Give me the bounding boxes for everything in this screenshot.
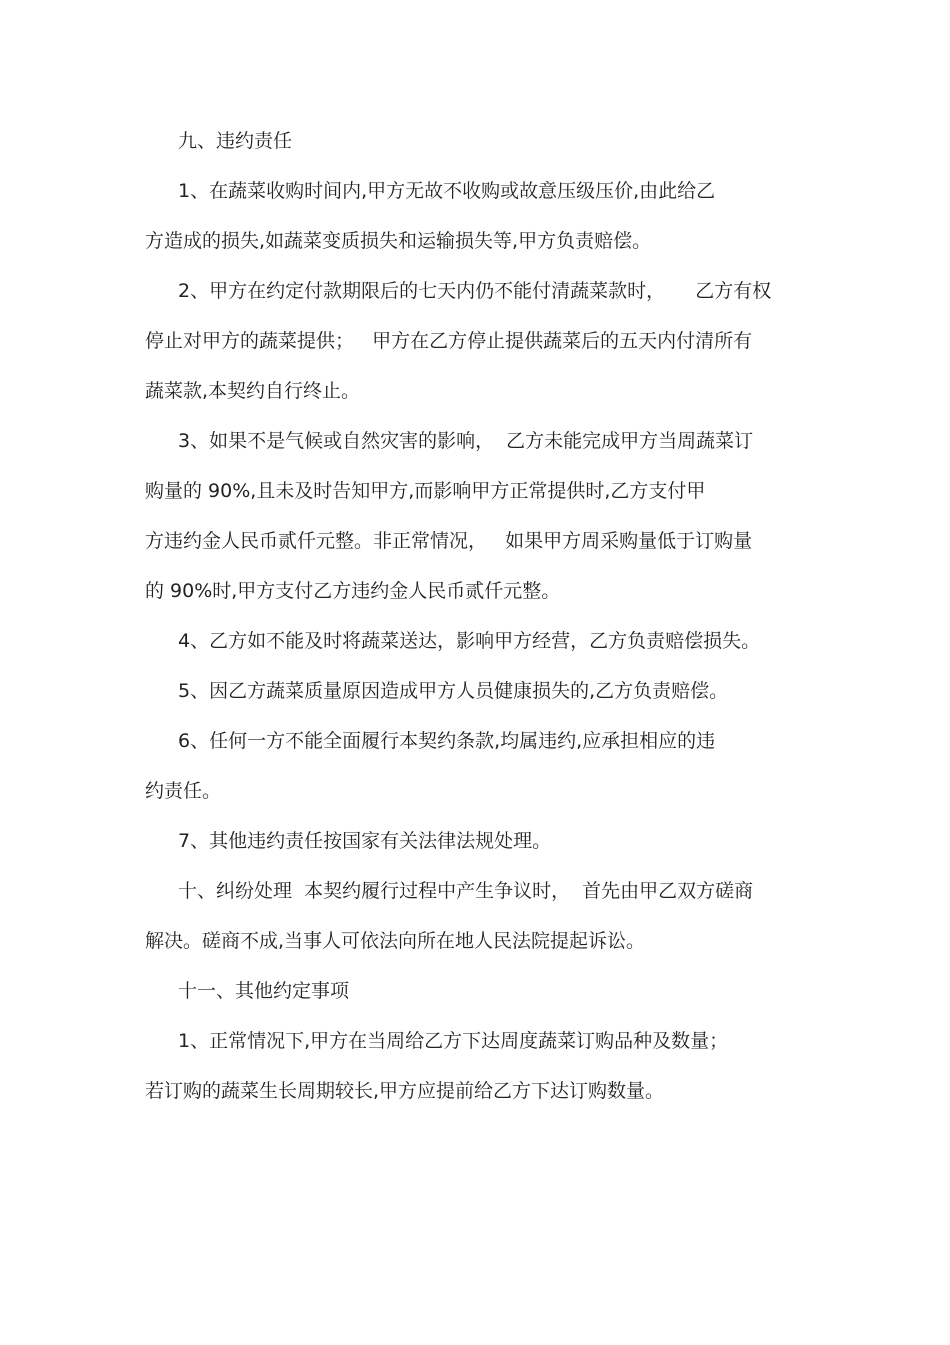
paragraph-line: 解决。磋商不成,当事人可依法向所在地人民法院提起诉讼。	[145, 930, 646, 952]
paragraph-line: 1、正常情况下,甲方在当周给乙方下达周度蔬菜订购品种及数量；	[178, 1030, 729, 1052]
paragraph-line: 1、在蔬菜收购时间内,甲方无故不收购或故意压级压价,由此给乙	[178, 180, 716, 202]
section-heading-other-matters: 十一、其他约定事项	[178, 980, 350, 1002]
paragraph-line: 若订购的蔬菜生长周期较长,甲方应提前给乙方下达订购数量。	[145, 1080, 665, 1102]
paragraph-line: 的 90%时,甲方支付乙方违约金人民币贰仟元整。	[145, 580, 561, 602]
paragraph-line: 7、其他违约责任按国家有关法律法规处理。	[178, 830, 552, 852]
paragraph-line: 约责任。	[145, 780, 222, 802]
paragraph-line: 方违约金人民币贰仟元整。非正常情况， 如果甲方周采购量低于订购量	[145, 530, 753, 552]
section-heading-dispute-resolution: 十、纠纷处理 本契约履行过程中产生争议时， 首先由甲乙双方磋商	[178, 880, 754, 902]
paragraph-line: 4、乙方如不能及时将蔬菜送达，影响甲方经营，乙方负责赔偿损失。	[178, 630, 761, 652]
paragraph-line: 方造成的损失,如蔬菜变质损失和运输损失等,甲方负责赔偿。	[145, 230, 652, 252]
paragraph-line: 3、如果不是气候或自然灾害的影响， 乙方未能完成甲方当周蔬菜订	[178, 430, 754, 452]
paragraph-line: 5、因乙方蔬菜质量原因造成甲方人员健康损失的,乙方负责赔偿。	[178, 680, 729, 702]
paragraph-line: 购量的 90%,且未及时告知甲方,而影响甲方正常提供时,乙方支付甲	[145, 480, 706, 502]
paragraph-line: 6、任何一方不能全面履行本契约条款,均属违约,应承担相应的违	[178, 730, 716, 752]
paragraph-line: 蔬菜款,本契约自行终止。	[145, 380, 361, 402]
section-heading-breach-liability: 九、违约责任	[178, 130, 293, 152]
paragraph-line: 停止对甲方的蔬菜提供； 甲方在乙方停止提供蔬菜后的五天内付清所有	[145, 330, 753, 352]
paragraph-line: 2、甲方在约定付款期限后的七天内仍不能付清蔬菜款时， 乙方有权	[178, 280, 772, 302]
